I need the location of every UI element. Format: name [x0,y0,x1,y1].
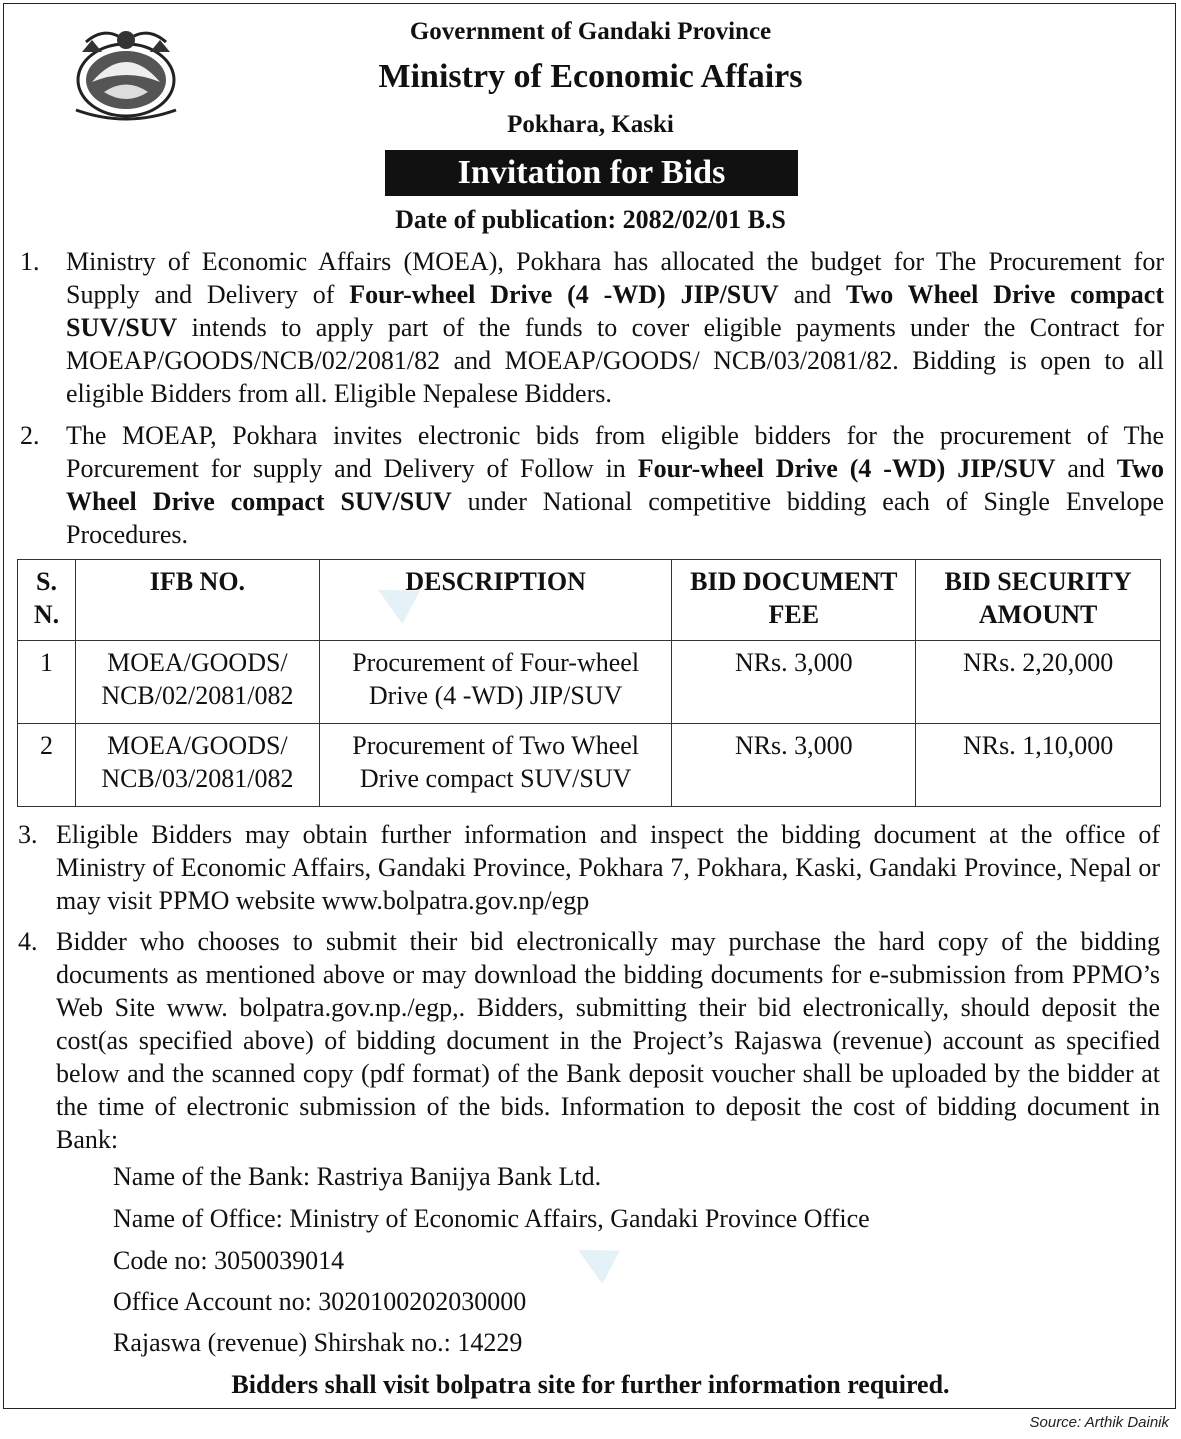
paragraph-number: 1. [20,247,40,276]
paragraph-4 [18,925,1160,1156]
cell-sn: 1 [18,641,76,724]
cell-ifb-no: MOEA/GOODS/ NCB/02/2081/082 [75,641,319,724]
bank-account: Office Account no: 3020100202030000 [113,1287,527,1316]
footer-note: Bidders shall visit bolpatra site for further information required. [231,1370,950,1399]
cell-sn: 2 [18,724,76,807]
paragraph-3 [18,818,1160,917]
bank-office: Name of Office: Ministry of Economic Affairs, Gandaki Province Office [113,1204,870,1233]
table-row [18,724,1161,807]
cell-description: Procurement of Two Wheel Drive compact SUV/SUV [319,724,672,807]
paragraph-text: and [1055,454,1117,483]
table-header-row [18,560,1161,641]
paragraph-2 [20,419,1165,551]
paragraph-text: under National competitive bidding each of Single Envelope Procedures. [66,487,1165,549]
bank-code: Code no: 3050039014 [113,1246,345,1275]
cell-description: Procurement of Four-wheel Drive (4 -WD) JIP/SUV [319,641,672,724]
paragraph-text: intends to apply part of the funds to cover eligible payments under the Contract for MOEAP/GOODS/NCB/02/2081/82 and MOEAP/GOODS/ NCB/03/2081/82. Bidding is open to all eligible Bidders from all. Eligible Nepalese Bidders. [66,313,1164,408]
col-description: DESCRIPTION [319,560,672,641]
source-credit: Source: Arthik Dainik [1029,1414,1169,1431]
paragraph-text: Eligible Bidders may obtain further information and inspect the bidding document at the office of Ministry of Economic Affairs, Gandaki Province, Pokhara 7, Pokhara, Kaski, Gandaki Province, Nepal or may visit PPMO website www.bolpatra.gov.np/egp [56,820,1160,915]
paragraph-bold: Two Wheel Drive compact SUV/SUV [66,454,1164,516]
bank-name: Name of the Bank: Rastriya Banijya Bank Ltd. [113,1162,602,1191]
ministry-title: Ministry of Economic Affairs [378,58,803,95]
paragraph-bold: Two Wheel Drive compact SUV/SUV [66,280,1165,342]
cell-security: NRs. 1,10,000 [916,724,1161,807]
location: Pokhara, Kaski [507,111,674,138]
paragraph-text: and [778,280,847,309]
paragraph-bold: Four-wheel Drive (4 -WD) JIP/SUV [349,280,779,309]
paragraph-1 [20,245,1165,410]
bank-shirshak: Rajaswa (revenue) Shirshak no.: 14229 [113,1328,523,1357]
invitation-banner: Invitation for Bids [385,150,798,196]
col-sn: S. N. [18,560,76,641]
watermark: ▲ [345,552,439,642]
paragraph-text: The MOEAP, Pokhara invites electronic bids from eligible bidders for the procurement of The Porcurement for supply and Delivery of Follow in [66,421,1164,483]
paragraph-number: 3. [18,820,38,849]
col-ifb-no: IFB NO. [75,560,319,641]
paragraph-bold: Four-wheel Drive (4 -WD) JIP/SUV [637,454,1056,483]
cell-ifb-no: MOEA/GOODS/ NCB/03/2081/082 [75,724,319,807]
paragraph-number: 4. [18,927,38,956]
paragraph-text: Bidder who chooses to submit their bid electronically may purchase the hard copy of the bidding documents as mentioned above or may download the bidding documents for e-submission from PPMO’s Web Site www. bolpatra.gov.np./egp,. Bidders, submitting their bid electronically, should deposit the cost(as specified above) of bidding document in the Project’s Rajaswa (revenue) account as specified below and the scanned copy (pdf format) of the Bank deposit voucher shall be uploaded by the bidder at the time of electronic submission of the bids. Information to deposit the cost of bidding document in Bank: [56,927,1160,1154]
cell-fee: NRs. 3,000 [672,641,916,724]
table-row [18,641,1161,724]
government-title: Government of Gandaki Province [409,18,772,45]
bids-table [17,559,1161,807]
cell-fee: NRs. 3,000 [672,724,916,807]
col-bid-document-fee: BID DOCUMENT FEE [672,560,916,641]
col-bid-security-amount: BID SECURITY AMOUNT [916,560,1161,641]
cell-security: NRs. 2,20,000 [916,641,1161,724]
paragraph-number: 2. [20,421,40,450]
paragraph-text: Ministry of Economic Affairs (MOEA), Pokhara has allocated the budget for The Procurement for Supply and Delivery of [66,247,1164,309]
publication-date: Date of publication: 2082/02/01 B.S [395,205,786,234]
watermark: ▲ [545,1212,639,1302]
